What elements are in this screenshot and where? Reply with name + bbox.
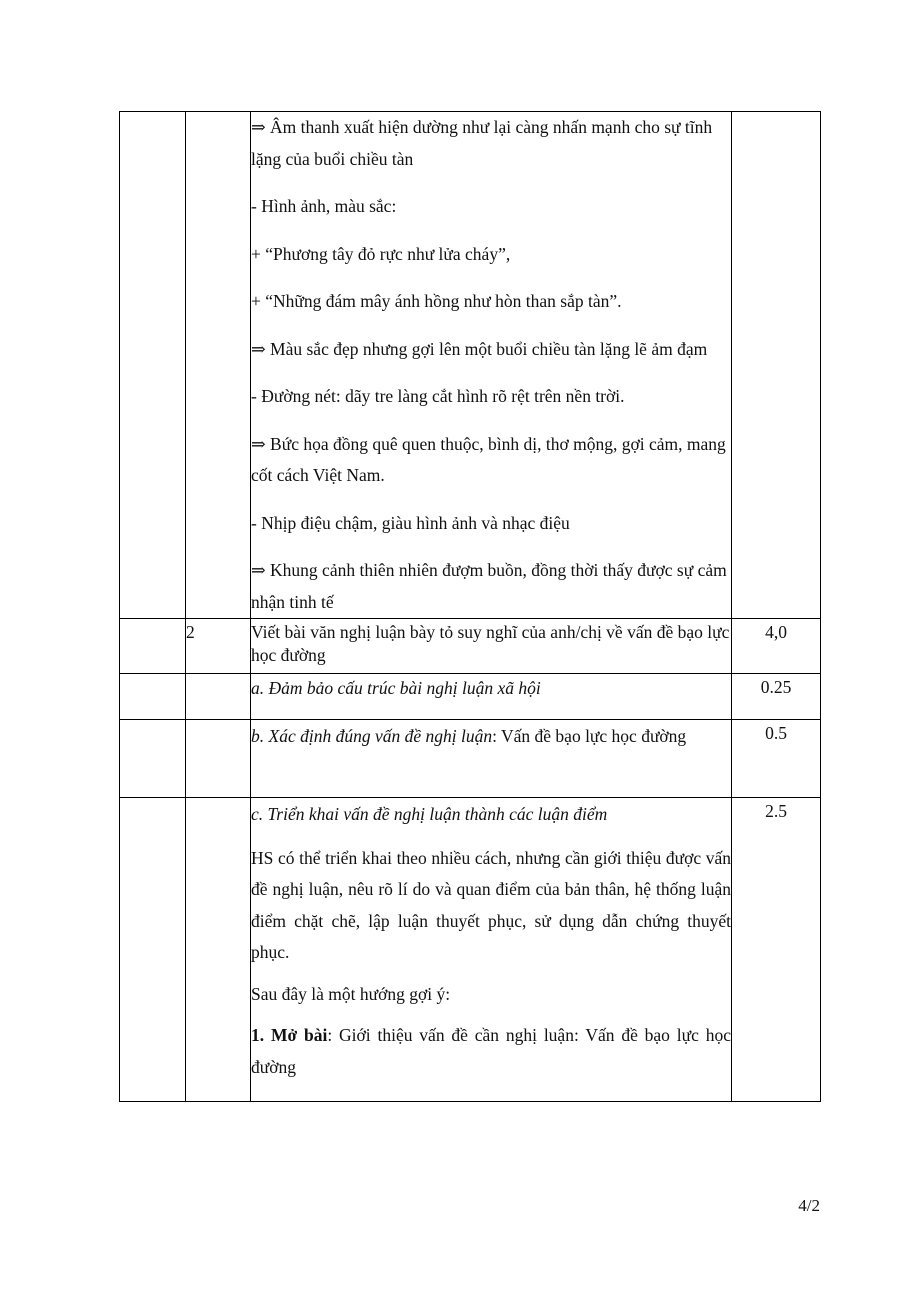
paragraph: - Đường nét: dãy tre làng cắt hình rõ rệt trên nền trời. (251, 386, 625, 406)
criterion-text-cell: a. Đảm bảo cấu trúc bài nghị luận xã hội (251, 674, 732, 720)
paragraph: ⇒ Bức họa đồng quê quen thuộc, bình dị, thơ mộng, gợi cảm, mang cốt cách Việt Nam. (251, 433, 726, 485)
paragraph: ⇒ Âm thanh xuất hiện dường như lại càng nhấn mạnh cho sự tĩnh lặng của buổi chiều tàn (251, 117, 713, 169)
paragraph: - Hình ảnh, màu sắc: (251, 196, 397, 216)
paragraph: Sau đây là một hướng gợi ý: (251, 983, 451, 1004)
table-row-criterion-b (120, 720, 821, 798)
criterion-text-cell (251, 798, 732, 1102)
question-text-cell: Viết bài văn nghị luận bày tỏ suy nghĩ của anh/chị về vấn đề bạo lực học đường (251, 619, 732, 674)
score-cell (732, 112, 821, 619)
section-label: 1. Mở bài (251, 1025, 328, 1045)
criterion-label: b. Xác định đúng vấn đề nghị luận (251, 726, 493, 746)
table-row-question-2 (120, 619, 821, 674)
score-cell: 4,0 (732, 619, 821, 674)
paragraph: + “Những đám mây ánh hồng như hòn than sắp tàn”. (251, 291, 622, 311)
table-row-criterion-a (120, 674, 821, 720)
question-number-cell: 2 (186, 619, 251, 674)
score-cell: 0.5 (732, 720, 821, 798)
paragraph: HS có thể triển khai theo nhiều cách, nhưng cần giới thiệu được vấn đề nghị luận, nêu rõ lí do và quan điểm của bản thân, hệ thống luận điểm chặt chẽ, lập luận thuyết phục, sử dụng dẫn chứng thuyết phục. (251, 847, 731, 962)
part-cell (120, 798, 186, 1102)
part-cell (120, 619, 186, 674)
question-number-cell (186, 798, 251, 1102)
answer-key-table (119, 111, 821, 1102)
score-cell: 0.25 (732, 674, 821, 720)
paragraph: - Nhịp điệu chậm, giàu hình ảnh và nhạc điệu (251, 512, 570, 533)
page-number: 4/2 (798, 1196, 820, 1215)
section-text: : Giới thiệu vấn đề cần nghị luận: Vấn đề bạo lực học đường (251, 1025, 731, 1077)
paragraph (251, 1020, 731, 1083)
question-number-cell (186, 720, 251, 798)
content-cell (251, 112, 732, 619)
paragraph: ⇒ Màu sắc đẹp nhưng gợi lên một buổi chiều tàn lặng lẽ ảm đạm (251, 338, 708, 359)
part-cell (120, 720, 186, 798)
table-row-criterion-c (120, 798, 821, 1102)
part-cell (120, 674, 186, 720)
table-row-continuation (120, 112, 821, 619)
paragraph: + “Phương tây đỏ rực như lửa cháy”, (251, 243, 511, 264)
criterion-text-cell (251, 720, 732, 798)
question-number-cell (186, 112, 251, 619)
criterion-heading: c. Triển khai vấn đề nghị luận thành các luận điểm (251, 804, 608, 824)
part-cell (120, 112, 186, 619)
question-number-cell (186, 674, 251, 720)
paragraph: ⇒ Khung cảnh thiên nhiên đượm buồn, đồng thời thấy được sự cảm nhận tinh tế (251, 560, 727, 612)
criterion-detail: : Vấn đề bạo lực học đường (492, 726, 687, 746)
score-cell: 2.5 (732, 798, 821, 1102)
